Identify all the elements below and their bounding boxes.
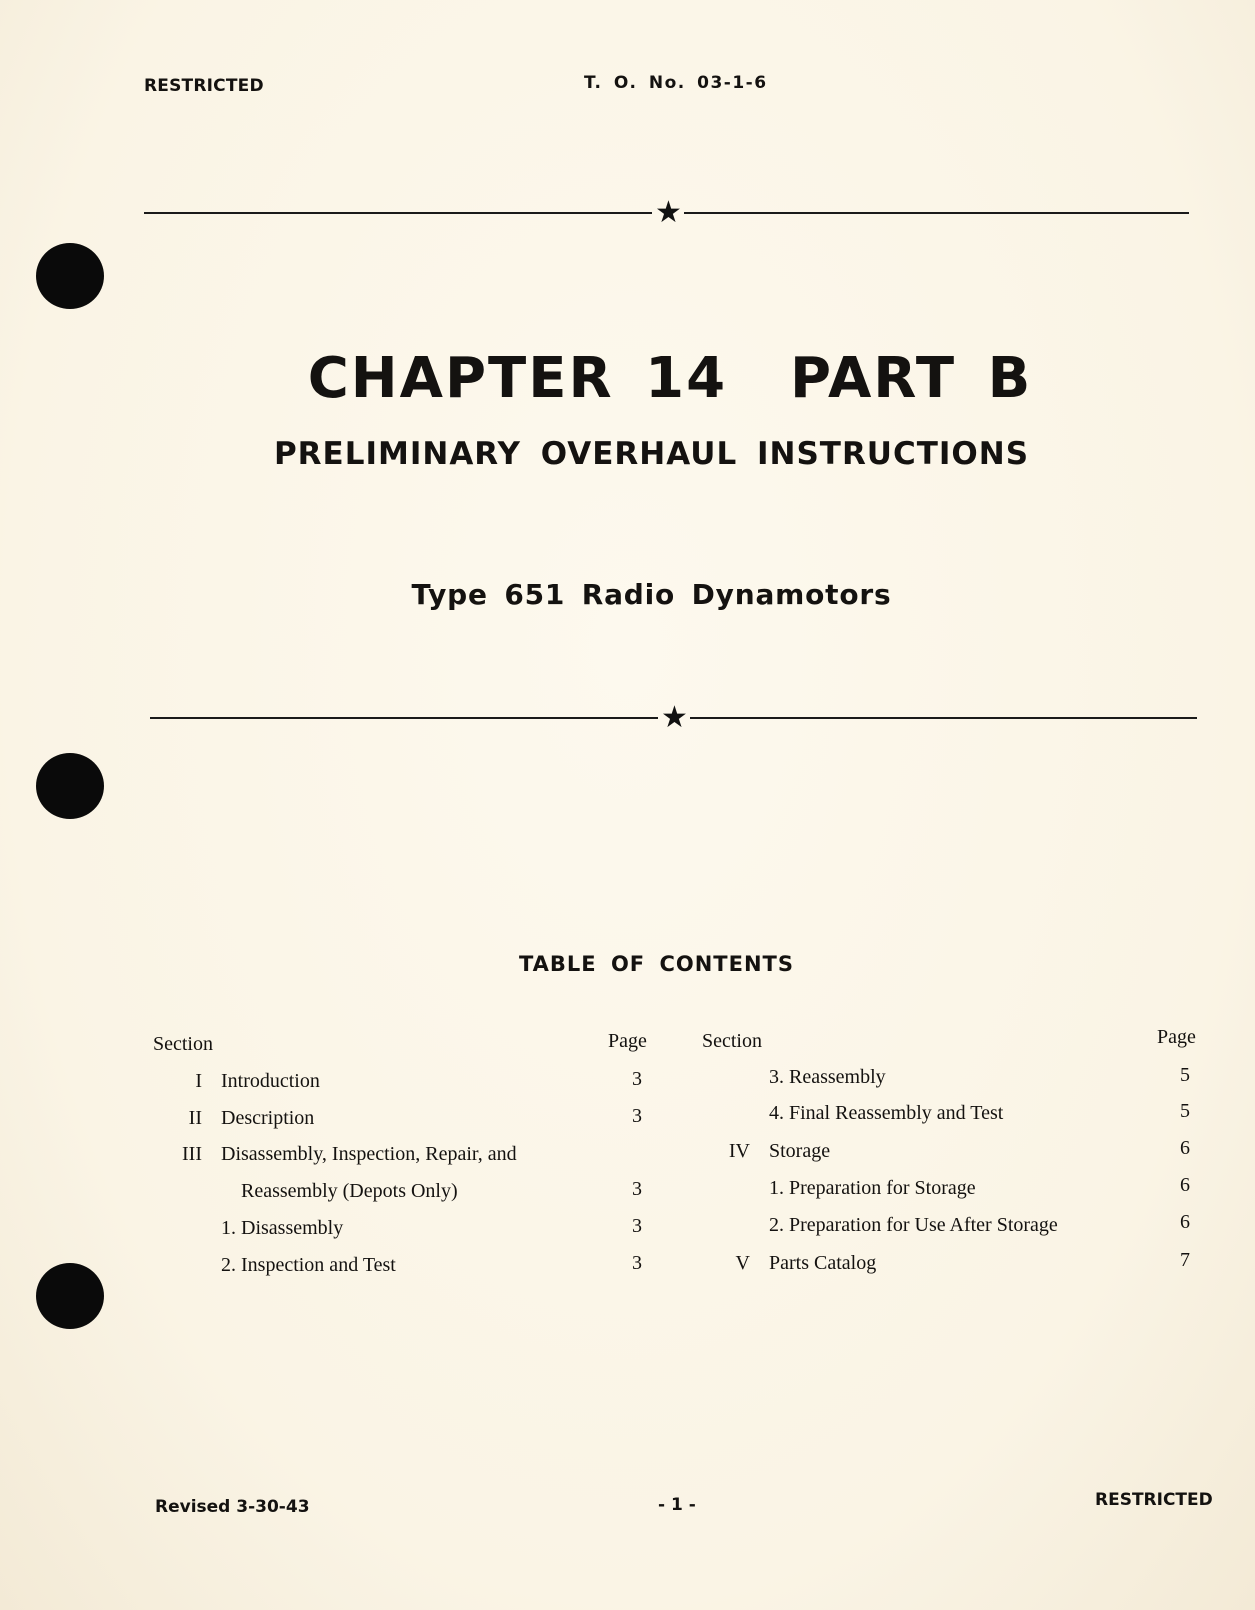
document-number: T. O. No. 03-1-6 bbox=[584, 73, 768, 93]
star-rule-bottom bbox=[150, 700, 1197, 735]
toc-entry-page: 3 bbox=[632, 1068, 642, 1090]
toc-entry-label[interactable]: 2. Inspection and Test bbox=[221, 1254, 396, 1276]
page-number: - 1 - bbox=[658, 1495, 696, 1515]
toc-entry-page: 6 bbox=[1180, 1174, 1190, 1196]
chapter-title: CHAPTER 14 PART B bbox=[307, 346, 1033, 411]
section-numeral: V bbox=[735, 1252, 750, 1274]
toc-entry-page: 3 bbox=[632, 1215, 642, 1237]
rule-line-left bbox=[150, 717, 658, 719]
toc-entry-page: 6 bbox=[1180, 1137, 1190, 1159]
toc-entry-label[interactable]: Parts Catalog bbox=[769, 1252, 877, 1274]
toc-entry-label[interactable]: 1. Disassembly bbox=[221, 1217, 344, 1239]
toc-entry-label[interactable]: Storage bbox=[769, 1140, 831, 1162]
punch-hole-middle bbox=[36, 753, 104, 819]
punch-hole-top bbox=[36, 243, 104, 309]
star-rule-top bbox=[144, 195, 1189, 230]
toc-heading: TABLE OF CONTENTS bbox=[518, 952, 795, 976]
toc-entry-page: 3 bbox=[632, 1105, 642, 1127]
toc-entry-page: 6 bbox=[1180, 1211, 1190, 1233]
toc-entry-label[interactable]: 3. Reassembly bbox=[769, 1066, 886, 1088]
header-classification: RESTRICTED bbox=[144, 76, 264, 96]
punch-hole-bottom bbox=[36, 1263, 104, 1329]
section-numeral: IV bbox=[728, 1140, 750, 1162]
toc-entry-label[interactable]: Disassembly, Inspection, Repair, and bbox=[221, 1143, 517, 1165]
chapter-subtitle: PRELIMINARY OVERHAUL INSTRUCTIONS bbox=[273, 436, 1030, 472]
revision-date: Revised 3-30-43 bbox=[155, 1497, 310, 1517]
section-column-header: Section bbox=[153, 1033, 213, 1055]
section-column-header: Section bbox=[702, 1030, 762, 1052]
rule-line-right bbox=[684, 212, 1189, 214]
footer-classification: RESTRICTED bbox=[1095, 1490, 1213, 1510]
toc-entry-label[interactable]: Introduction bbox=[221, 1070, 320, 1092]
equipment-title: Type 651 Radio Dynamotors bbox=[411, 578, 892, 611]
toc-entry-label[interactable]: Description bbox=[221, 1107, 315, 1129]
toc-entry-page: 7 bbox=[1180, 1249, 1190, 1271]
toc-entry-label[interactable]: 2. Preparation for Use After Storage bbox=[769, 1214, 1058, 1236]
toc-entry-label[interactable]: Reassembly (Depots Only) bbox=[241, 1180, 458, 1202]
toc-entry-label[interactable]: 4. Final Reassembly and Test bbox=[769, 1102, 1004, 1124]
toc-entry-page: 3 bbox=[632, 1178, 642, 1200]
toc-entry-page: 3 bbox=[632, 1252, 642, 1274]
page-column-header: Page bbox=[1157, 1026, 1196, 1048]
toc-entry-page: 5 bbox=[1180, 1100, 1190, 1122]
section-numeral: I bbox=[195, 1070, 202, 1092]
rule-line-right bbox=[690, 717, 1197, 719]
star-icon: ★ bbox=[661, 700, 688, 735]
section-numeral: III bbox=[182, 1143, 202, 1165]
toc-entry-page: 5 bbox=[1180, 1064, 1190, 1086]
star-icon: ★ bbox=[655, 195, 682, 230]
page-column-header: Page bbox=[608, 1030, 647, 1052]
toc-entry-label[interactable]: 1. Preparation for Storage bbox=[769, 1177, 976, 1199]
section-numeral: II bbox=[188, 1107, 202, 1129]
rule-line-left bbox=[144, 212, 652, 214]
